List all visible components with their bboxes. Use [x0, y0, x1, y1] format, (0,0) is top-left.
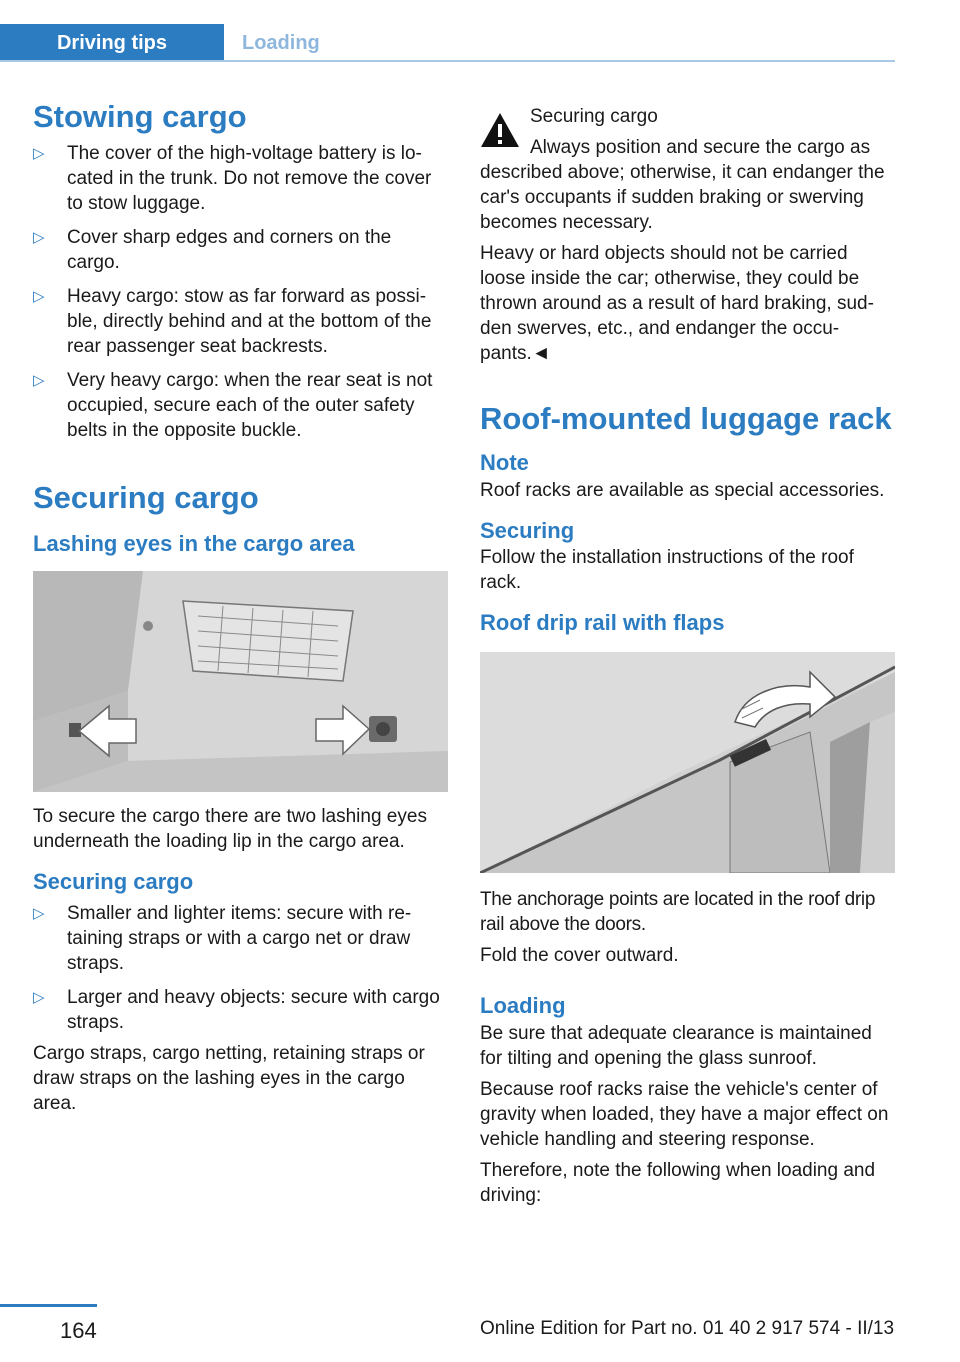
list-item-text: Heavy cargo: stow as far forward as possible, directly behind and at the bottom of the rear passenger seat backrests. [67, 286, 432, 358]
warning-text-content: Always position and secure the cargo as described above; otherwise, it can endanger the car's occupants if sudden braking or swerving becomes necessary. [480, 137, 885, 233]
triangle-bullet-icon: ▷ [33, 145, 45, 163]
list-item-text: Smaller and lighter items: secure with retaining straps or with a cargo net or draw straps. [67, 902, 412, 974]
anchorage-text: The anchorage points are located in the roof drip rail above the doors. [480, 888, 876, 935]
note-text: Roof racks are available as special accessories. [480, 479, 885, 501]
securing-cargo-subheading: Securing cargo [33, 868, 194, 894]
header-divider [0, 60, 895, 62]
therefore-text: Therefore, note the following when loading and driving: [480, 1159, 876, 1206]
header-bar [0, 24, 895, 62]
list-item [33, 367, 448, 443]
cargo-straps-text: Cargo straps, cargo netting, retaining straps or draw straps on the lashing eyes in the cargo area. [33, 1042, 425, 1114]
stowing-cargo-heading: Stowing cargo [33, 99, 247, 134]
cargo-area-illustration [33, 571, 448, 792]
warning-text [480, 135, 897, 235]
warning-triangle-icon [480, 112, 520, 148]
page-number: 164 [60, 1318, 97, 1343]
tab-driving-tips[interactable]: Driving tips [0, 24, 224, 62]
edition-footer: Online Edition for Part no. 01 40 2 917 574 - II/13 [480, 1318, 895, 1339]
warning-title: Securing cargo [530, 106, 658, 127]
list-item [33, 901, 448, 976]
roof-drip-rail-illustration [480, 652, 895, 873]
left-column [33, 98, 448, 1116]
drip-rail-heading: Roof drip rail with flaps [480, 610, 725, 636]
stowing-list [33, 141, 448, 443]
list-item-text: The cover of the high-voltage battery is located in the trunk. Do not remove the cover to stow luggage. [67, 143, 432, 215]
list-item-text: Larger and heavy objects: secure with cargo straps. [67, 986, 440, 1033]
note-heading: Note [480, 450, 529, 476]
triangle-bullet-icon: ▷ [33, 904, 45, 922]
triangle-bullet-icon: ▷ [33, 288, 45, 306]
warning-text-2: Heavy or hard objects should not be carried loose inside the car; otherwise, they could be thrown around as a result of hard braking, sudden swerves, etc., and endanger the occupants.◄ [480, 243, 874, 364]
list-item [33, 224, 448, 275]
securing-cargo-heading: Securing cargo [33, 480, 259, 516]
triangle-bullet-icon: ▷ [33, 372, 45, 390]
tab-loading[interactable]: Loading [242, 31, 320, 54]
page-number-rule [0, 1304, 97, 1307]
warning-box [480, 104, 897, 366]
cargo-area-figure [33, 571, 448, 792]
list-item-text: Very heavy cargo: when the rear seat is not occupied, secure each of the outer safety belts in the opposite buckle. [67, 370, 433, 442]
right-column [480, 104, 897, 1208]
securing-list [33, 901, 448, 1035]
securing-text: Follow the installation instructions of the roof rack. [480, 547, 854, 594]
fold-text: Fold the cover outward. [480, 944, 679, 966]
securing-heading: Securing [480, 517, 575, 543]
gravity-text: Because roof racks raise the vehicle's center of gravity when loaded, they have a major effect on vehicle handling and steering response. [480, 1078, 889, 1150]
list-item [33, 141, 448, 216]
lashing-eyes-heading: Lashing eyes in the cargo area [33, 531, 355, 557]
triangle-bullet-icon: ▷ [33, 988, 45, 1006]
loading-heading: Loading [480, 992, 566, 1018]
triangle-bullet-icon: ▷ [33, 229, 45, 247]
list-item [33, 984, 448, 1035]
lashing-eyes-text: To secure the cargo there are two lashing eyes underneath the loading lip in the cargo area. [33, 805, 427, 852]
loading-text: Be sure that adequate clearance is maintained for tilting and opening the glass sunroof. [480, 1022, 872, 1069]
list-item [33, 283, 448, 359]
roof-drip-rail-figure [480, 652, 895, 873]
roof-rack-heading: Roof-mounted luggage rack [480, 401, 892, 436]
list-item-text: Cover sharp edges and corners on the cargo. [67, 227, 392, 274]
